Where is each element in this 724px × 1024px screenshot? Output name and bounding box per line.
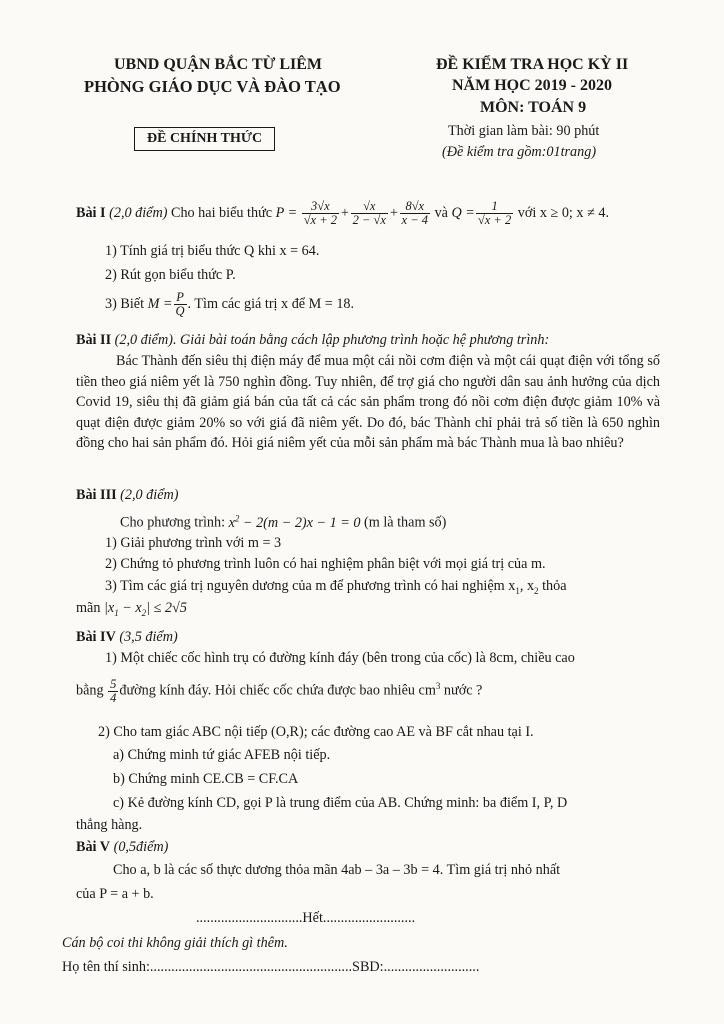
exam-time: Thời gian làm bài: 90 phút [448,123,600,139]
bai2-title: Bài II [76,332,112,348]
bai2-points: (2,0 điểm). Giải bài toán bằng cách lập phương trình hoặc hệ phương trình: [114,332,550,348]
formula-q: Q = $\frac{1}{√x + 2}$ [451,199,512,227]
formula-p: P = $\frac{3√x}{√x + 2}$ + $\frac{√x}{2 - √x}$ + $\frac{8√x}{x - 4}$ [275,199,429,227]
bai4-c1: c) Kẻ đường kính CD, gọi P là trung điểm của AB. Chứng minh: ba điểm I, P, D [113,795,568,811]
inequality: $|x_1 - x_2| \le 2√5$ [103,600,187,618]
bai5-heading [76,837,168,858]
bai1-title: Bài I [76,204,106,221]
bai4-p1-tail: nước ? [443,682,483,699]
bai1-q3-tail: . Tìm các giá trị x để M = 18. [187,295,355,312]
header-department: UBND QUẬN BẮC TỪ LIÊM [114,56,323,73]
page-count: (Đề kiểm tra gồm:01trang) [442,144,597,160]
bai3-points: (2,0 điểm) [120,487,179,503]
bai1-q3 [105,291,354,318]
bai3-title: Bài III [76,487,117,503]
bai5-line1: Cho a, b là các số thực dương thỏa mãn 4ab – 3a – 3b = 4. Tìm giá trị nhỏ nhất [113,862,561,878]
header-office: PHÒNG GIÁO DỤC VÀ ĐÀO TẠO [84,77,341,96]
proctor-note: Cán bộ coi thi không giải thích gì thêm. [62,935,288,951]
formula-m: M = $\frac{P}{Q}$ [147,290,185,318]
bai4-b: b) Chứng minh CE.CB = CF.CA [113,771,299,787]
bai4-c2: thẳng hàng. [76,817,143,833]
bai4-p1-lead: bằng [76,682,104,699]
bai3-q2: 2) Chứng tỏ phương trình luôn có hai nghiệm phân biệt với mọi giá trị của m. [105,556,546,572]
bai4-heading [76,627,178,648]
bai4-title: Bài IV [76,629,116,645]
equation: $x^2 - 2(m - 2)x - 1 = 0$ [228,513,361,531]
official-stamp: ĐỀ CHÍNH THỨC [134,127,275,151]
bai5-title: Bài V [76,839,111,855]
bai1-points: (2,0 điểm) [109,204,168,221]
bai2-heading [76,330,549,351]
bai1-q3-lead: 3) Biết [105,295,145,312]
bai1-intro: Cho hai biểu thức [170,204,273,221]
bai3-q1: 1) Giải phương trình với m = 3 [105,535,282,551]
bai4-points: (3,5 điểm) [119,629,178,645]
bai3-q3: 3) Tìm các giá trị nguyên dương của m để phương trình có hai nghiệm $x_1$, $x_2$ thỏa [105,578,567,596]
bai4-p1-line2: bằng $\frac{5}{4}$ đường kính đáy. Hỏi chiếc cốc chứa được bao nhiêu $cm^3$ nước ? [76,676,483,705]
bai1-q2: 2) Rút gọn biểu thức P. [105,267,236,283]
bai3-equation-line [120,508,446,534]
bai1-q1: 1) Tính giá trị biểu thức Q khi x = 64. [105,243,320,259]
bai1-condition: với x ≥ 0; x ≠ 4. [517,204,610,221]
school-year: NĂM HỌC 2019 - 2020 [452,77,612,94]
bai4-a: a) Chứng minh tứ giác AFEB nội tiếp. [113,747,331,763]
bai3-q3-lead: 3) Tìm các giá trị nguyên dương của m để phương trình có hai nghiệm x [105,578,516,594]
bai4-p1-line1: 1) Một chiếc cốc hình trụ có đường kính đáy (bên trong của cốc) là 8cm, chiều cao [105,650,575,666]
bai4-p1-mid: đường kính đáy. Hỏi chiếc cốc chứa được bao nhiêu cm [119,682,436,699]
bai3-q3-cond-lead: mãn [76,600,101,616]
candidate-line: Họ tên thí sinh:.........................................................SBD:........................... [62,959,480,975]
bai5-points: (0,5điểm) [113,839,169,855]
bai3-heading [76,485,178,506]
bai3-q3-cond [76,598,187,624]
bai3-q3-tail: thỏa [542,578,567,594]
bai5-line2: của P = a + b. [76,886,154,902]
bai3-intro: Cho phương trình: [120,514,226,531]
exam-title: ĐỀ KIỂM TRA HỌC KỲ II [436,56,629,73]
bai1-line [76,200,609,227]
bai4-p2: 2) Cho tam giác ABC nội tiếp (O,R); các đường cao AE và BF cắt nhau tại I. [98,724,534,740]
bai3-param: (m là tham số) [364,514,447,531]
bai1-and: và [434,204,448,221]
bai2-body: Bác Thành đến siêu thị điện máy để mua một cái nồi cơm điện và một cái quạt điện với tổng số tiền theo giá niêm yết là 750 nghìn đồng. Tuy nhiên, để trợ giá cho người dân sau ảnh hưởng của dịch Covid 19, siêu thị đã giảm giá bán của tất cả các sản phẩm trong đó nồi cơm điện được giảm 10% và quạt điện được giảm 20% so với giá đã niêm yết. Do đó, bác Thành chỉ phải trả số tiền là 650 nghìn đồng cho hai sản phẩm đó. Hỏi giá niêm yết của mỗi sản phẩm mà bác Thành mua là bao nhiêu? [76,353,660,451]
end-marker: ..............................Hết.......................... [196,910,416,926]
subject: MÔN: TOÁN 9 [480,99,587,116]
